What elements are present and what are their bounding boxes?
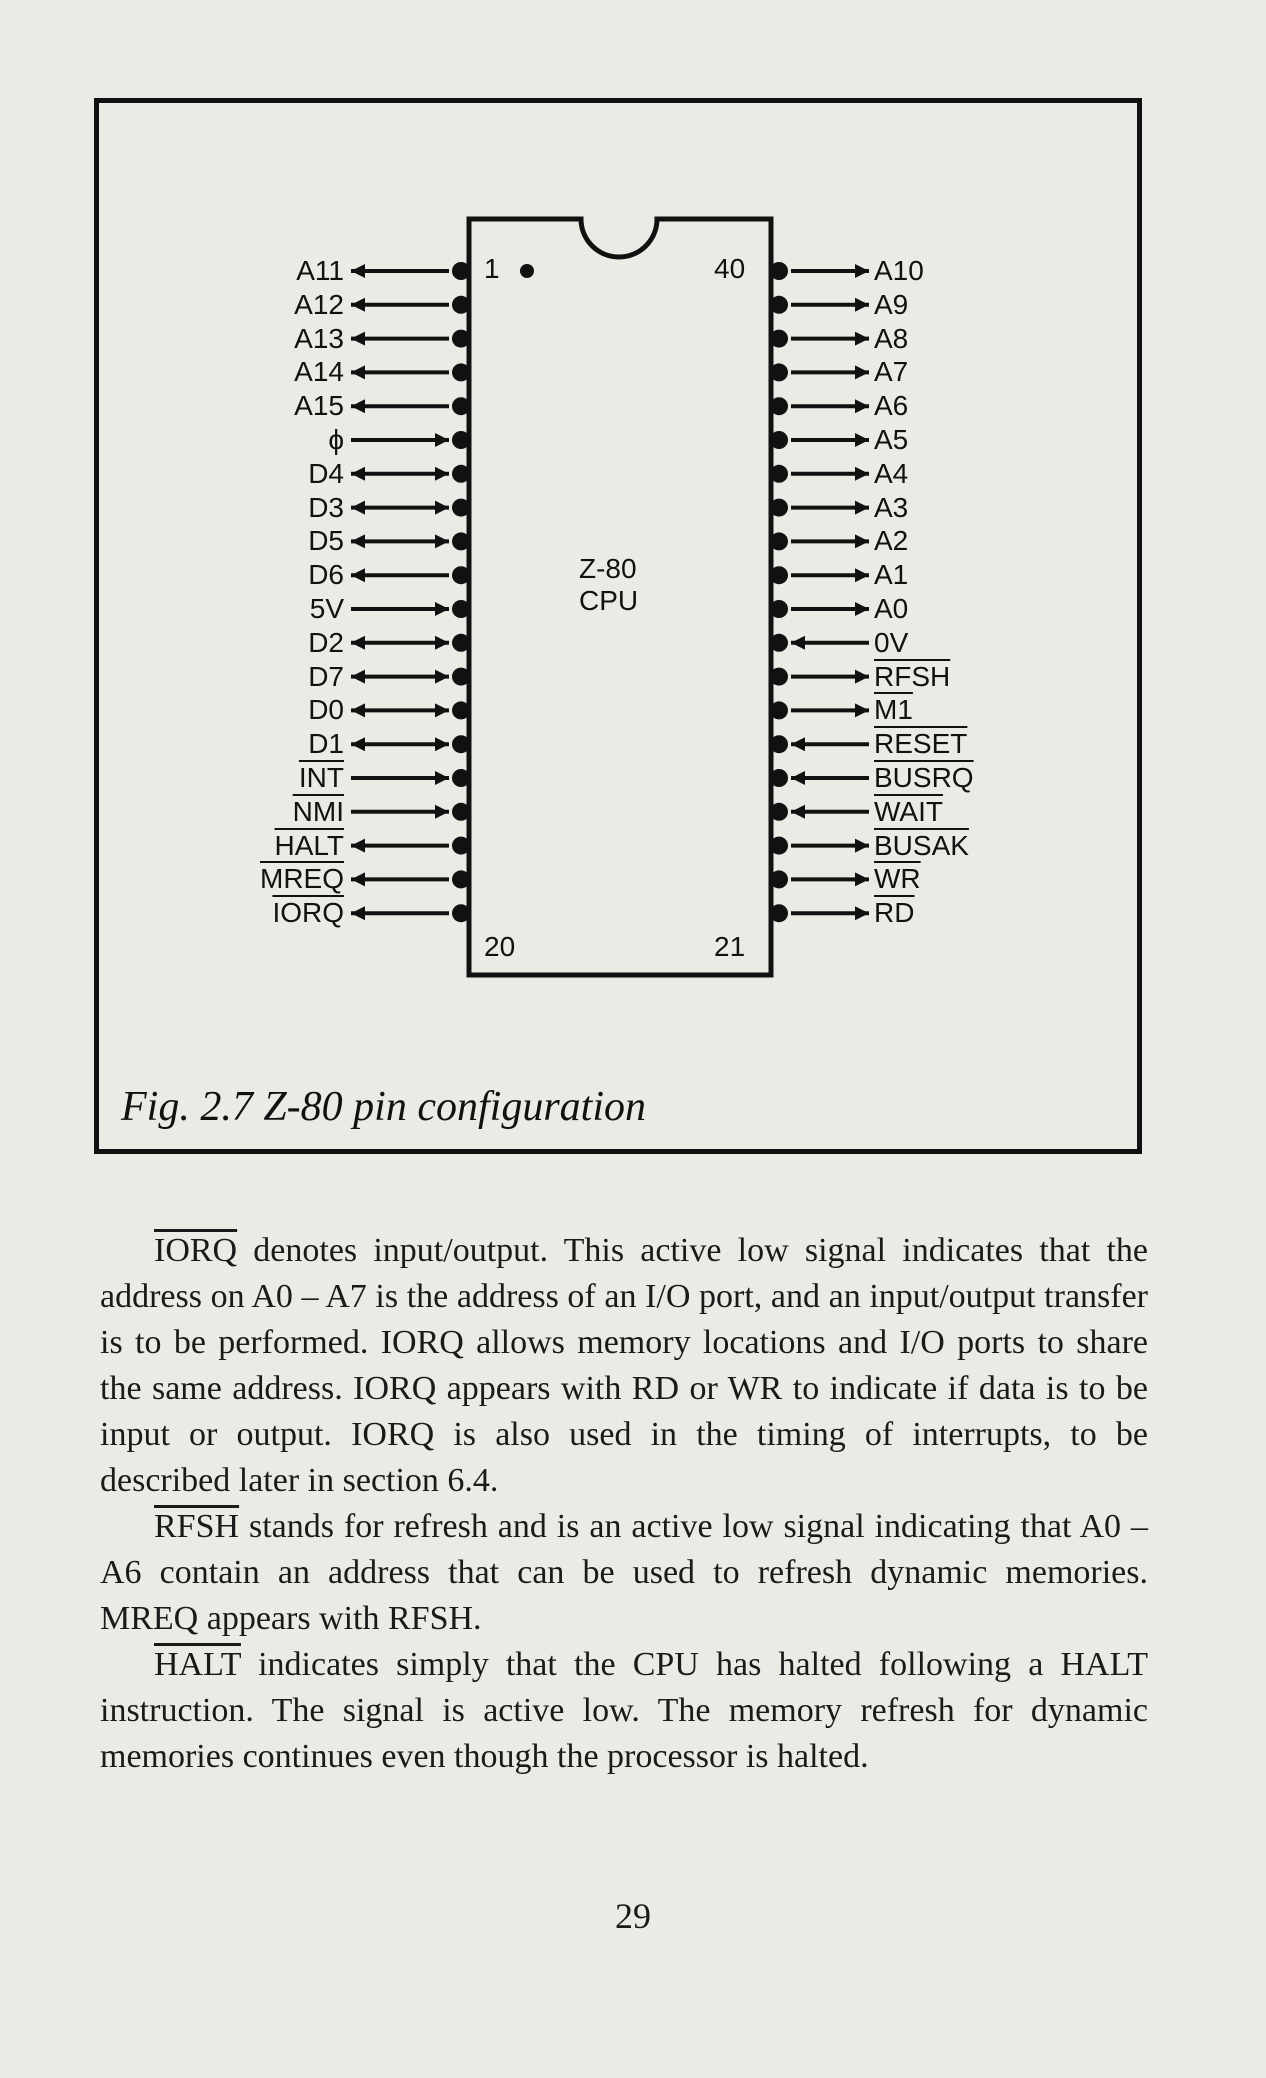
right-pin-pin-dot-0 — [770, 262, 788, 280]
chip-name: Z-80 — [579, 553, 637, 584]
pin-label-busak: BUSAK — [874, 829, 969, 861]
pin-label-m1: M1 — [874, 694, 913, 726]
pin-label-wr: $\overline{WR}$ — [874, 863, 921, 895]
paragraph-1 — [100, 1228, 1148, 1504]
left-pin-arrow-3 — [351, 365, 449, 379]
pin1-marker — [520, 264, 534, 278]
left-pin-pin-dot-5 — [452, 431, 470, 449]
right-pin-pin-dot-8 — [770, 532, 788, 550]
right-pin-pin-dot-14 — [770, 735, 788, 753]
right-pin-pin-dot-18 — [770, 870, 788, 888]
left-pin-arrow-8 — [351, 534, 449, 548]
right-pin-arrow-14 — [791, 737, 869, 751]
chip-type: CPU — [579, 585, 639, 616]
body-text — [100, 1228, 1148, 1780]
right-pin-pin-dot-3 — [770, 363, 788, 381]
left-pin-pin-dot-17 — [452, 837, 470, 855]
right-pin-labels — [874, 103, 1074, 1003]
right-pin-arrow-3 — [791, 365, 869, 379]
pin-label-d5: D5 — [308, 525, 344, 557]
pin-label-a12: A12 — [294, 288, 344, 320]
right-pin-arrow-1 — [791, 298, 869, 312]
pin-label-rfsh: RFSH — [874, 660, 951, 692]
pin-label-0v: 0V — [874, 626, 909, 658]
pin-label-d1: D1 — [308, 728, 344, 760]
right-pin-arrow-9 — [791, 568, 869, 582]
paragraph-text: indicates simply that the CPU has halted following a HALT instruction. The signal is active low. The memory refresh for dynamic memories continues even though the processor is halted. — [100, 1646, 1148, 1775]
left-pin-pin-dot-13 — [452, 701, 470, 719]
pin-label-d2: D2 — [308, 626, 344, 658]
left-pin-arrow-19 — [351, 906, 449, 920]
left-pin-arrow-11 — [351, 636, 449, 650]
left-pin-pin-dot-4 — [452, 397, 470, 415]
signal-name: IORQ — [154, 1232, 238, 1269]
right-pin-arrow-0 — [791, 264, 869, 278]
pin-number-21: 21 — [714, 931, 746, 962]
right-pin-arrow-2 — [791, 332, 869, 346]
pin-label-ϕ: ϕ — [328, 424, 344, 455]
pin-label-a2: A2 — [874, 525, 909, 557]
pin-label-a13: A13 — [294, 322, 344, 354]
pin-number-40: 40 — [714, 253, 746, 284]
left-pin-arrow-7 — [351, 501, 449, 515]
left-pin-arrow-6 — [351, 467, 449, 481]
right-pin-pin-dot-10 — [770, 600, 788, 618]
pin-label-a15: A15 — [294, 390, 344, 422]
left-pin-arrow-5 — [351, 433, 449, 447]
right-pin-arrow-15 — [791, 771, 869, 785]
right-pin-arrow-13 — [791, 703, 869, 717]
left-pin-pin-dot-15 — [452, 769, 470, 787]
pin-label-iorq: IORQ — [272, 897, 344, 929]
right-pin-arrow-16 — [791, 805, 869, 819]
left-pin-pin-dot-16 — [452, 803, 470, 821]
pin-label-d0: D0 — [308, 694, 344, 726]
figure-frame — [94, 98, 1142, 1154]
pin-label-mreq: MREQ — [260, 863, 344, 895]
left-pin-arrow-4 — [351, 399, 449, 413]
pin-label-a10: A10 — [874, 255, 924, 286]
figure-caption: Fig. 2.7 Z-80 pin configuration — [121, 1084, 646, 1130]
pin-label-int: $\overline{INT}$ — [298, 762, 344, 793]
right-pin-arrow-19 — [791, 906, 869, 920]
pin-label-a1: A1 — [874, 559, 909, 591]
right-pin-arrow-5 — [791, 433, 869, 447]
left-pin-pin-dot-10 — [452, 600, 470, 618]
signal-name: HALT — [154, 1646, 241, 1683]
left-pin-pin-dot-8 — [452, 532, 470, 550]
paragraph-2 — [100, 1504, 1148, 1642]
pin-label-a14: A14 — [294, 356, 344, 388]
right-pin-pin-dot-13 — [770, 701, 788, 719]
left-pin-arrow-14 — [351, 737, 449, 751]
pin-label-d3: D3 — [308, 491, 344, 523]
right-pin-pin-dot-16 — [770, 803, 788, 821]
pin-label-d7: D7 — [308, 660, 344, 692]
right-pin-pin-dot-2 — [770, 330, 788, 348]
pin-label-a3: A3 — [874, 491, 909, 523]
page-number: 29 — [615, 1896, 651, 1936]
left-pin-pin-dot-18 — [452, 870, 470, 888]
pin-label-a9: A9 — [874, 288, 909, 320]
left-pin-arrow-0 — [351, 264, 449, 278]
right-pin-arrow-11 — [791, 636, 869, 650]
left-pin-arrow-16 — [351, 805, 449, 819]
pin-label-d4: D4 — [308, 457, 344, 489]
right-pin-arrow-6 — [791, 467, 869, 481]
left-pin-pin-dot-6 — [452, 465, 470, 483]
pin-label-a6: A6 — [874, 390, 909, 422]
left-pin-labels — [99, 103, 344, 1003]
right-pin-pin-dot-9 — [770, 566, 788, 584]
pin-label-a0: A0 — [874, 593, 909, 624]
pin-label-busrq: BUSRQ — [874, 762, 974, 793]
left-pin-arrow-15 — [351, 771, 449, 785]
left-pin-pin-dot-7 — [452, 499, 470, 517]
right-pin-pin-dot-7 — [770, 499, 788, 517]
left-pin-pin-dot-0 — [452, 262, 470, 280]
right-pin-arrow-4 — [791, 399, 869, 413]
pin-number-1: 1 — [484, 253, 500, 284]
left-pin-pin-dot-2 — [452, 330, 470, 348]
pin-label-a8: A8 — [874, 322, 909, 354]
right-pin-arrow-7 — [791, 501, 869, 515]
pin-label-reset: RESET — [874, 728, 968, 760]
pin-label-5v: 5V — [309, 593, 344, 624]
paragraph-text: denotes input/output. This active low signal indicates that the address on A0 – A7 is the address of an I/O port, and an input/output transfer is to be performed. IORQ allows memory locations and I/O ports to share the same address. IORQ appears with RD or WR to indicate if data is to be input or output. IORQ is also used in the timing of interrupts, to be described later in section 6.4. — [100, 1232, 1148, 1499]
left-pin-arrow-9 — [351, 568, 449, 582]
right-pin-arrow-18 — [791, 872, 869, 886]
pin-label-a11: A11 — [296, 255, 344, 286]
left-pin-arrow-2 — [351, 332, 449, 346]
right-pin-arrow-17 — [791, 839, 869, 853]
left-pin-arrow-12 — [351, 670, 449, 684]
left-pin-pin-dot-3 — [452, 363, 470, 381]
left-pin-arrow-13 — [351, 703, 449, 717]
pin-label-halt: HALT — [274, 829, 344, 861]
pin-label-a7: A7 — [874, 356, 909, 388]
right-pin-pin-dot-11 — [770, 634, 788, 652]
right-pin-pin-dot-12 — [770, 668, 788, 686]
left-pin-pin-dot-9 — [452, 566, 470, 584]
right-pin-pin-dot-19 — [770, 904, 788, 922]
left-pin-arrow-17 — [351, 839, 449, 853]
left-pin-arrow-10 — [351, 602, 449, 616]
right-pin-pin-dot-5 — [770, 431, 788, 449]
left-pin-arrow-18 — [351, 872, 449, 886]
pin-label-nmi: $\overline{NMI}$ — [292, 795, 344, 827]
left-pin-pin-dot-11 — [452, 634, 470, 652]
right-pin-pin-dot-15 — [770, 769, 788, 787]
left-pin-arrow-1 — [351, 298, 449, 312]
pin-label-a4: A4 — [874, 457, 909, 489]
pin-number-20: 20 — [484, 931, 516, 962]
pin-label-d6: D6 — [308, 559, 344, 591]
left-pin-pin-dot-12 — [452, 668, 470, 686]
right-pin-arrow-10 — [791, 602, 869, 616]
paragraph-3 — [100, 1642, 1148, 1780]
right-pin-pin-dot-17 — [770, 837, 788, 855]
right-pin-arrow-12 — [791, 670, 869, 684]
right-pin-pin-dot-1 — [770, 296, 788, 314]
signal-name: RFSH — [154, 1508, 240, 1545]
right-pin-pin-dot-6 — [770, 465, 788, 483]
pin-label-a5: A5 — [874, 424, 909, 455]
right-pin-arrow-8 — [791, 534, 869, 548]
left-pin-pin-dot-1 — [452, 296, 470, 314]
right-pin-pin-dot-4 — [770, 397, 788, 415]
pin-label-wait: WAIT — [874, 795, 943, 827]
left-pin-pin-dot-14 — [452, 735, 470, 753]
paragraph-text: stands for refresh and is an active low signal indicating that A0 – A6 contain an address that can be used to refresh dynamic memories. MREQ appears with RFSH. — [100, 1508, 1148, 1637]
pin-label-rd: $\overline{RD}$ — [874, 897, 915, 929]
left-pin-pin-dot-19 — [452, 904, 470, 922]
